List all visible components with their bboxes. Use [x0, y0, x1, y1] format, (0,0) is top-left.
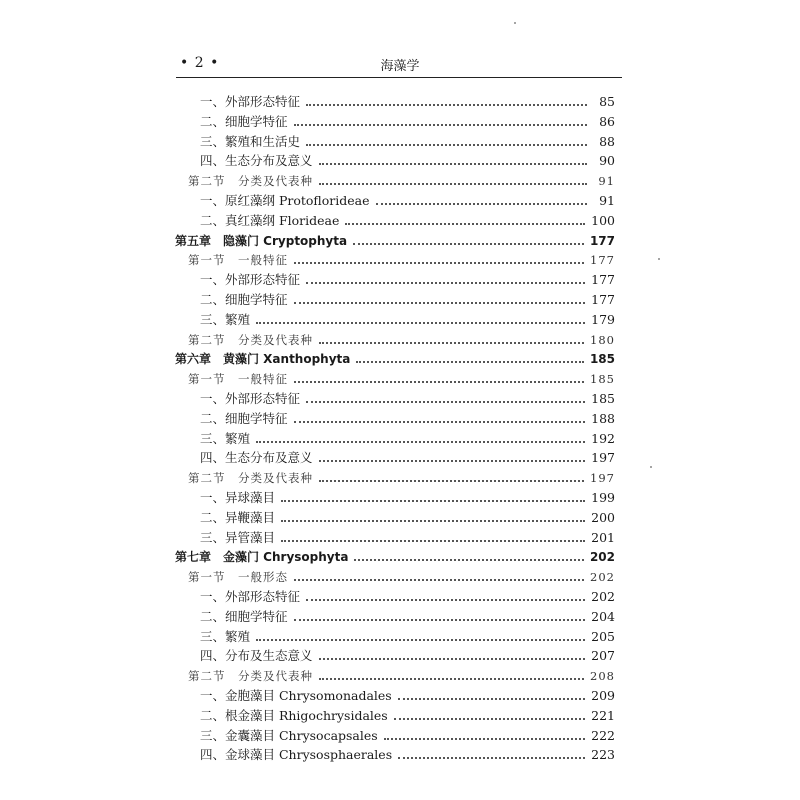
dot-leader — [319, 342, 584, 344]
toc-label: 三、繁殖 — [200, 430, 251, 446]
toc-page-number: 185 — [590, 372, 615, 387]
toc-entry-item — [200, 686, 615, 706]
dot-leader — [319, 480, 584, 482]
toc-page-number: 177 — [591, 272, 615, 288]
toc-label: 二、异鞭藻目 — [200, 509, 276, 525]
toc-page-number: 192 — [591, 430, 615, 446]
toc-label: 二、细胞学特征 — [200, 410, 288, 426]
toc-page-number: 201 — [591, 529, 615, 545]
toc-page-number: 197 — [591, 450, 615, 466]
toc-label: 第二节 分类及代表种 — [188, 471, 313, 486]
toc-entry-item — [200, 646, 615, 666]
toc-entry-item — [200, 508, 615, 528]
toc-entry-item — [200, 112, 615, 132]
dot-leader — [319, 163, 587, 165]
toc-entry-item — [200, 211, 615, 231]
toc-page-number: 179 — [591, 311, 615, 327]
toc-label: 第七章 金藻门 Chrysophyta — [175, 550, 349, 565]
dot-leader — [294, 262, 584, 264]
toc-entry-item — [200, 151, 615, 171]
page-number: • 2 • — [180, 55, 220, 71]
toc-label: 一、外部形态特征 — [200, 589, 301, 604]
header-rule — [176, 77, 622, 78]
toc-entry-item — [200, 310, 615, 330]
scan-speck — [514, 22, 516, 24]
toc-label: 三、繁殖和生活史 — [200, 133, 301, 149]
toc-label: 第六章 黄藻门 Xanthophyta — [175, 352, 351, 367]
dot-leader — [319, 183, 587, 185]
toc-page-number: 199 — [591, 490, 615, 505]
toc-page-number: 202 — [590, 570, 615, 585]
toc-page-number: 177 — [589, 233, 615, 248]
toc-label: 第一节 一般特征 — [188, 253, 288, 268]
toc-page-number: 185 — [589, 352, 615, 367]
toc-entry-section — [188, 567, 615, 587]
toc-label: 一、异球藻目 — [200, 490, 276, 505]
dot-leader — [306, 104, 587, 106]
toc-page-number: 208 — [590, 669, 615, 684]
dot-leader — [319, 678, 584, 680]
toc-entry-section — [188, 330, 615, 350]
toc-entry-chapter — [175, 231, 615, 251]
scan-speck — [658, 258, 660, 260]
dot-leader — [294, 302, 586, 304]
toc-label: 第一节 一般特征 — [188, 372, 288, 387]
toc-entry-section — [188, 171, 615, 191]
dot-leader — [294, 579, 584, 581]
dot-leader — [256, 441, 585, 443]
toc-page-number: 88 — [599, 133, 615, 149]
dot-leader — [294, 619, 586, 621]
toc-page-number: 223 — [591, 747, 615, 763]
toc-entry-item — [200, 627, 615, 647]
toc-label: 四、生态分布及意义 — [200, 153, 313, 169]
toc-label: 二、根金藻目 Rhigochrysidales — [200, 707, 388, 723]
dot-leader — [256, 639, 585, 641]
dot-leader — [256, 322, 585, 324]
dot-leader — [345, 223, 585, 225]
toc-entry-section — [188, 468, 615, 488]
toc-page-number: 85 — [599, 94, 615, 109]
toc-page-number: 202 — [591, 589, 615, 604]
toc-label: 一、外部形态特征 — [200, 272, 301, 288]
toc-page-number: 221 — [591, 707, 615, 723]
toc-page-number: 90 — [599, 153, 615, 169]
toc-label: 第二节 分类及代表种 — [188, 174, 313, 189]
toc-entry-item — [200, 607, 615, 627]
toc-entry-item — [200, 488, 615, 508]
toc-entry-item — [200, 290, 615, 310]
toc-label: 一、外部形态特征 — [200, 94, 301, 109]
toc-entry-section — [188, 250, 615, 270]
toc-page-number: 209 — [591, 688, 615, 703]
dot-leader — [306, 401, 585, 403]
dot-leader — [281, 500, 585, 502]
toc-label: 二、真红藻纲 Florideae — [200, 212, 340, 228]
toc-label: 四、生态分布及意义 — [200, 450, 313, 466]
dot-leader — [294, 421, 586, 423]
toc-label: 第二节 分类及代表种 — [188, 669, 313, 684]
toc-page-number: 200 — [591, 509, 615, 525]
toc-page-number: 180 — [590, 332, 615, 347]
toc-label: 第二节 分类及代表种 — [188, 332, 313, 347]
toc-entry-item — [200, 409, 615, 429]
toc-entry-item — [200, 92, 615, 112]
toc-page-number: 197 — [590, 471, 615, 486]
dot-leader — [281, 540, 585, 542]
dot-leader — [306, 282, 585, 284]
toc-entry-item — [200, 726, 615, 746]
toc-page-number: 177 — [590, 253, 615, 268]
running-title: 海藻学 — [380, 59, 420, 74]
toc-page-number: 91 — [598, 174, 615, 189]
toc-entry-chapter — [175, 349, 615, 369]
dot-leader — [353, 243, 584, 245]
toc-label: 二、细胞学特征 — [200, 113, 288, 129]
toc-page-number: 91 — [599, 193, 615, 208]
toc-page-number: 188 — [591, 410, 615, 426]
toc-entry-section — [188, 369, 615, 389]
toc-entry-item — [200, 528, 615, 548]
dot-leader — [398, 698, 585, 700]
toc-label: 二、细胞学特征 — [200, 608, 288, 624]
toc-page-number: 205 — [591, 628, 615, 644]
toc-entry-item — [200, 745, 615, 765]
toc-entry-item — [200, 448, 615, 468]
dot-leader — [319, 658, 586, 660]
toc-page-number: 207 — [591, 648, 615, 664]
page-header — [178, 55, 622, 77]
toc-page-number: 202 — [589, 550, 615, 565]
toc-page-number: 177 — [591, 292, 615, 307]
toc-entry-item — [200, 132, 615, 152]
toc-page-number: 204 — [591, 608, 615, 624]
toc-page-number: 100 — [591, 212, 615, 228]
toc-entry-item — [200, 706, 615, 726]
toc-page-number: 185 — [591, 391, 615, 406]
toc-label: 四、分布及生态意义 — [200, 648, 313, 664]
toc-entry-section — [188, 666, 615, 686]
dot-leader — [384, 738, 585, 740]
dot-leader — [281, 520, 585, 522]
toc-label: 第一节 一般形态 — [188, 570, 288, 585]
toc-label: 三、异管藻目 — [200, 529, 276, 545]
toc-page-number: 86 — [599, 113, 615, 129]
toc-entry-item — [200, 191, 615, 211]
dot-leader — [319, 460, 586, 462]
toc-label: 一、原红藻纲 Protoflorideae — [200, 193, 370, 208]
dot-leader — [306, 144, 587, 146]
toc-entry-item — [200, 587, 615, 607]
toc-label: 二、细胞学特征 — [200, 292, 288, 307]
toc-label: 三、繁殖 — [200, 311, 251, 327]
toc-label: 三、金囊藻目 Chrysocapsales — [200, 727, 378, 743]
toc-entry-item — [200, 389, 615, 409]
toc-entry-item — [200, 270, 615, 290]
dot-leader — [394, 718, 585, 720]
toc-label: 一、外部形态特征 — [200, 391, 301, 406]
dot-leader — [376, 203, 587, 205]
dot-leader — [306, 599, 585, 601]
dot-leader — [356, 361, 584, 363]
dot-leader — [294, 381, 584, 383]
scan-speck — [650, 466, 652, 468]
toc-label: 一、金胞藻目 Chrysomonadales — [200, 688, 392, 703]
toc-label: 四、金球藻目 Chrysosphaerales — [200, 747, 393, 763]
dot-leader — [398, 757, 585, 759]
toc-entry-item — [200, 429, 615, 449]
toc-entry-chapter — [175, 547, 615, 567]
toc-label: 第五章 隐藻门 Cryptophyta — [175, 233, 348, 248]
toc-label: 三、繁殖 — [200, 628, 251, 644]
dot-leader — [354, 559, 583, 561]
dot-leader — [294, 124, 587, 126]
toc-page-number: 222 — [591, 727, 615, 743]
